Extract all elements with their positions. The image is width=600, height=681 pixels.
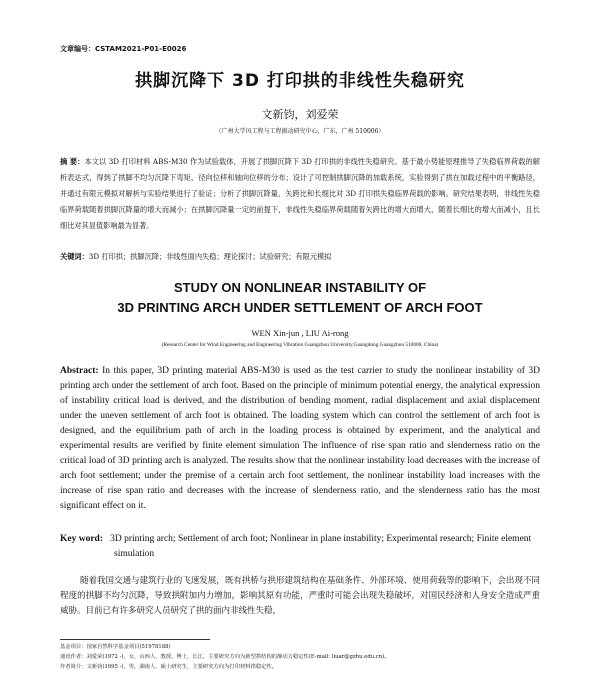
chinese-abstract-label: 摘 要： <box>60 157 85 166</box>
chinese-title: 拱脚沉降下 3D 打印拱的非线性失稳研究 <box>135 71 465 91</box>
chinese-abstract-text: 本文以 3D 打印材料 ABS-M30 作为试验载体，开展了拱脚沉降下 3D 打印拱的非线性失稳研究。基于最小势能原理推导了失稳临界荷载的解析表达式，得到了拱脚不均匀沉降下弯矩、径向位移和轴向位移的分布；设计了可控制拱脚沉降的加载系统，实验得到了拱在加载过程中的平衡路径，并通过有限元模拟对解析与实验结果进行了验证；分析了拱脚沉降量、矢跨比和长细比对 3D 打印拱失稳临界荷载的影响。研究结果表明，非线性失稳临界荷载随着拱脚沉降量的增大而减小；在拱脚沉降量一定的前提下，非线性失稳临界荷载随着矢跨比的增大而增大，随着长细比的增大而减小，且长细比对其显值影响最为显著。 <box>60 157 540 230</box>
footnote-corresponding-author: 通讯作者：刘爱荣(1972 -)，女，山西人，教授，博士，长江，主要研究方向为新型拱结构的静动力稳定性(E-mail: liuar@gzhu.edu.cn)。 <box>60 654 390 660</box>
footnotes <box>60 642 540 672</box>
chinese-keywords-text: 3D 打印拱；拱脚沉降；非线性面内失稳；理论探讨；试验研究；有限元模拟 <box>88 252 332 261</box>
article-number: 文章编号：CSTAM2021-P01-E0026 <box>60 45 187 53</box>
english-keywords-text: 3D printing arch; Settlement of arch foot; Nonlinear in plane instability; Experimental research; Finite element simulation <box>110 534 532 559</box>
english-title <box>0 278 600 318</box>
footnote-divider <box>60 639 210 640</box>
footnote-author-bio: 作者简介：文新钧(1995 -)，男，湖南人，硕士研究生，主要研究方向为打印材料拱稳定性。 <box>60 664 278 670</box>
english-abstract-text: In this paper, 3D printing material ABS-M30 is used as the test carrier to study the nonlinear instability of 3D printing arch under the settlement of arch foot. Based on the principle of minimum potential energy, the analytical expression of instability critical load is derived, and the distribution of bending moment, radial displacement and axial displacement under the uneven settlement of arch foot is obtained. The loading system which can control the settlement of arch foot is designed, and the equilibrium path of arch in the loading process is obtained by experiment, and the analytical and experimental results are verified by finite element simulation The influence of rise span ratio and slenderness ratio on the critical load of 3D printing arch is analyzed. The results show that the nonlinear instability load decreases with the increase of arch foot settlement; under the premise of a certain arch foot settlement, the nonlinear instability load increases with the increase of rise span ratio and decreases with the increase of slenderness ratio, and the slenderness ratio has the most significant effect on it. <box>60 366 541 511</box>
english-abstract <box>60 364 540 514</box>
english-abstract-label: Abstract: <box>60 366 99 376</box>
english-keywords <box>60 532 540 562</box>
english-affiliation: (Research Center for Wind Engineering and Engineering Vibration Guangzhou University,Guangdong Guangzhou 510006, China) <box>161 342 439 348</box>
english-title-line-1: STUDY ON NONLINEAR INSTABILITY OF <box>173 280 427 295</box>
introduction-paragraph: 随着我国交通与建筑行业的飞速发展，既有拱桥与拱形建筑结构在基础条件、外部环境、使用荷载等的影响下，会出现不同程度的拱脚不均匀沉降，导致拱附加内力增加，影响其原有功能，严重时可能会出现失稳破坏，对国民经济和人身安全造成严重威胁。目前已有许多研究人员研究了拱的面内非线性失稳， <box>60 576 540 616</box>
chinese-keywords <box>60 250 540 264</box>
english-title-line-2: 3D PRINTING ARCH UNDER SETTLEMENT OF ARCH FOOT <box>117 300 483 315</box>
chinese-keywords-label: 关键词： <box>60 252 89 261</box>
chinese-abstract <box>60 154 540 234</box>
chinese-authors: 文新钧，刘爱荣 <box>261 108 339 121</box>
footnote-funding: 基金项目：国家自然科学基金项目(51978188) <box>60 644 171 650</box>
english-keywords-label: Key word: <box>60 534 104 544</box>
chinese-affiliation: （广州大学风工程与工程振动研究中心，广东，广州 510006） <box>215 128 385 135</box>
english-authors: WEN Xin-jun , LIU Ai-rong <box>251 328 349 338</box>
